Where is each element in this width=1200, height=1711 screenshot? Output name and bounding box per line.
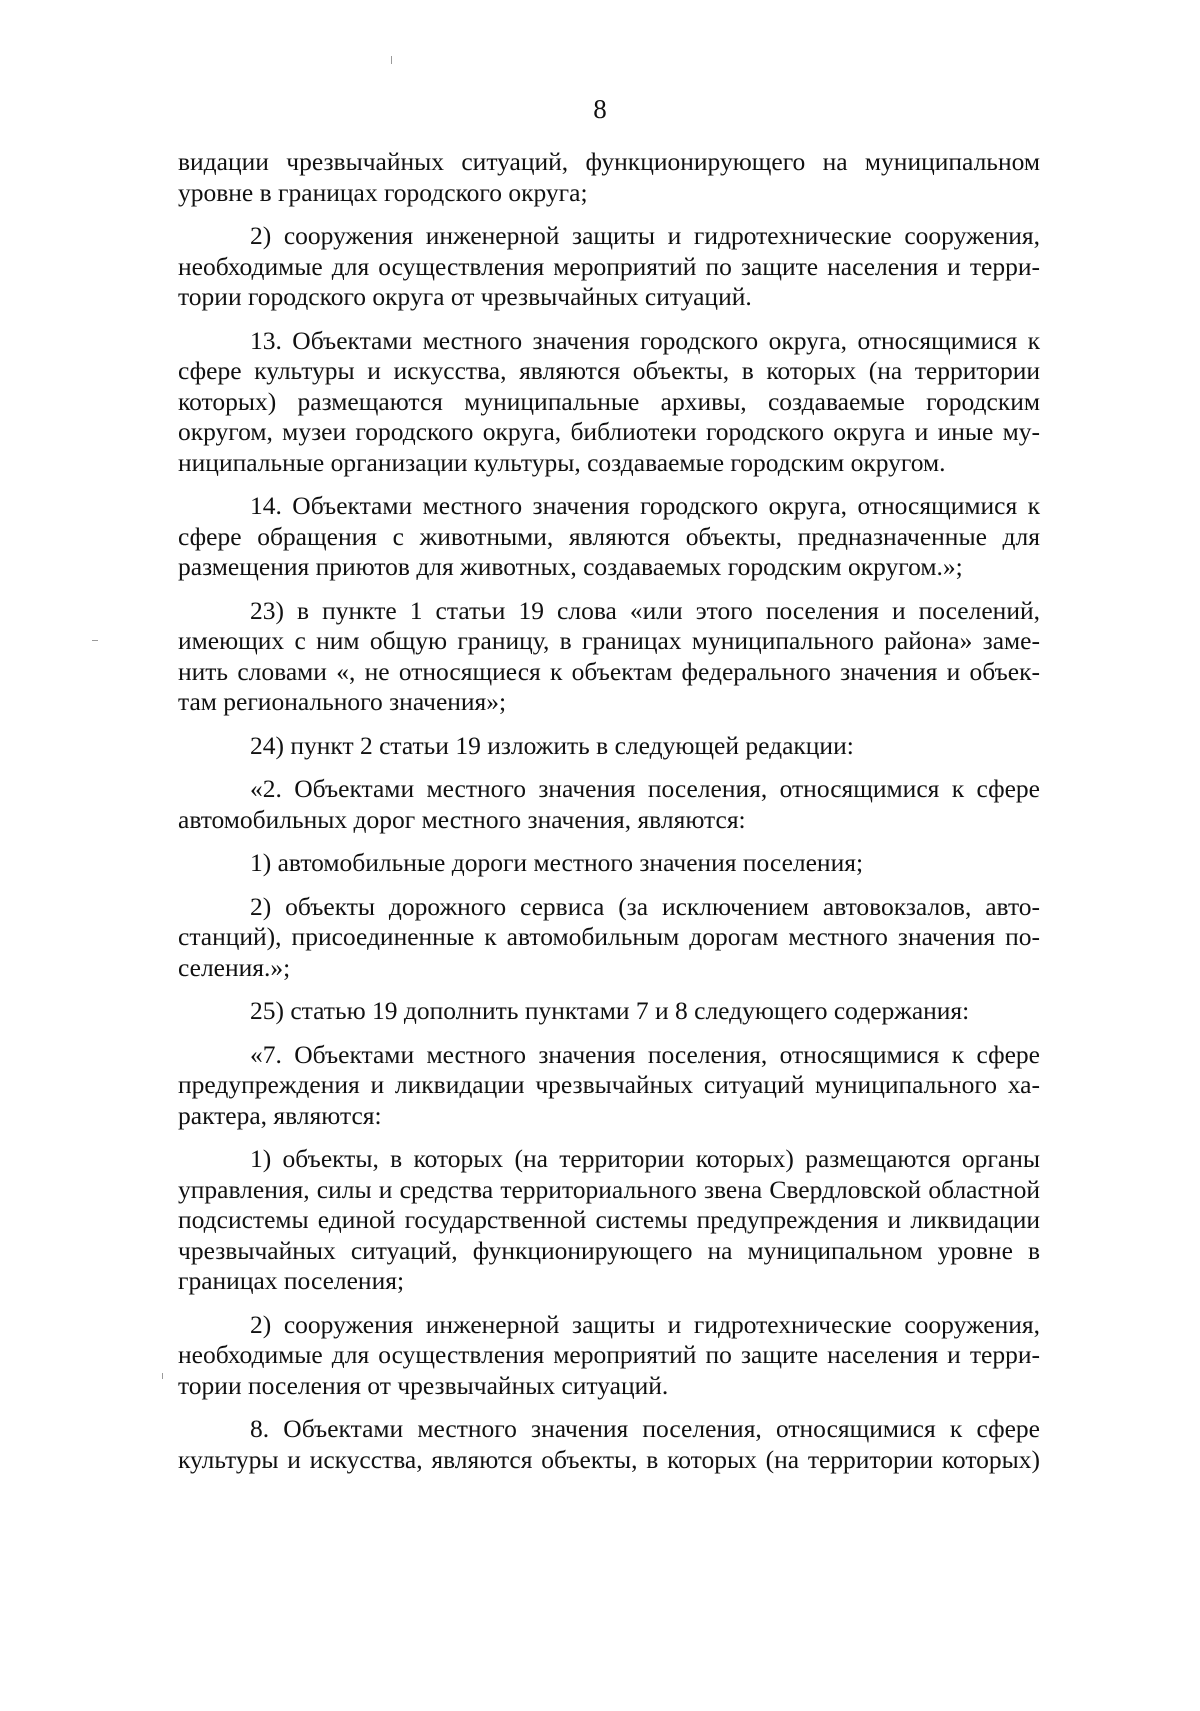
paragraph-item-2-protective-structures: 2) сооружения инженерной защиты и гидротехнические сооружения, необходимые для осуществления мероприятий по защите населения и территории поселения от чрезвычайных ситуаций.	[178, 1309, 1040, 1400]
paragraph-amendment-23: 23) в пункте 1 статьи 19 слова «или этого поселения и поселений, имеющих с ним общую границу, в границах муниципального района» заменить словами «, не относящиеся к объектам федерального значения и объектам регионального значения»;	[178, 595, 1040, 716]
paragraph-amendment-25: 25) статью 19 дополнить пунктами 7 и 8 следующего содержания:	[250, 996, 970, 1025]
document-body	[178, 147, 1040, 1488]
paragraph-2-road-objects: «2. Объектами местного значения поселения, относящимися к сфере автомобильных дорог местного значения, являются:	[178, 774, 1040, 834]
paragraph-13-culture-objects: 13. Объектами местного значения городского округа, относящимися к сфере культуры и искусства, являются объекты, в которых (на территории которых) размещаются муниципальные архивы, создаваемые городским округом, музеи городского округа, библиотеки городского округа и иные муниципальные организации культуры, создаваемые городским округом.	[178, 325, 1040, 477]
paragraph-14-animal-objects: 14. Объектами местного значения городского округа, относящимися к сфере обращения с животными, являются объекты, предназначенные для размещения приютов для животных, создаваемых городским округом.»;	[178, 491, 1040, 581]
paragraph-continuation: видации чрезвычайных ситуаций, функционирующего на муниципальном уровне в границах городского округа;	[178, 147, 1040, 207]
paragraph-7-emergency-objects: «7. Объектами местного значения поселения, относящимися к сфере предупреждения и ликвидации чрезвычайных ситуаций муниципального характера, являются:	[178, 1039, 1040, 1130]
scan-artifact-mark	[391, 56, 392, 64]
paragraph-item-2-urban-district: 2) сооружения инженерной защиты и гидротехнические сооружения, необходимые для осуществления мероприятий по защите населения и территории городского округа от чрезвычайных ситуаций.	[178, 221, 1040, 311]
scan-artifact-mark	[162, 1373, 163, 1379]
scan-artifact-mark	[92, 640, 98, 641]
paragraph-item-1-roads: 1) автомобильные дороги местного значения поселения;	[250, 848, 864, 877]
paragraph-amendment-24: 24) пункт 2 статьи 19 изложить в следующей редакции:	[250, 730, 854, 760]
page-number: 8	[593, 94, 607, 124]
paragraph-item-1-emergency-management: 1) объекты, в которых (на территории которых) размещаются органы управления, силы и средства территориального звена Свердловской областной подсистемы единой государственной системы предупреждения и ликвидации чрезвычайных ситуаций, функционирующего на муниципальном уровне в границах поселения;	[178, 1144, 1040, 1295]
paragraph-item-2-road-service: 2) объекты дорожного сервиса (за исключением автовокзалов, автостанций), присоединенные к автомобильным дорогам местного значения поселения.»;	[178, 891, 1040, 982]
paragraph-8-settlement-culture: 8. Объектами местного значения поселения, относящимися к сфере культуры и искусства, являются объекты, в которых (на территории которых)	[178, 1414, 1040, 1474]
